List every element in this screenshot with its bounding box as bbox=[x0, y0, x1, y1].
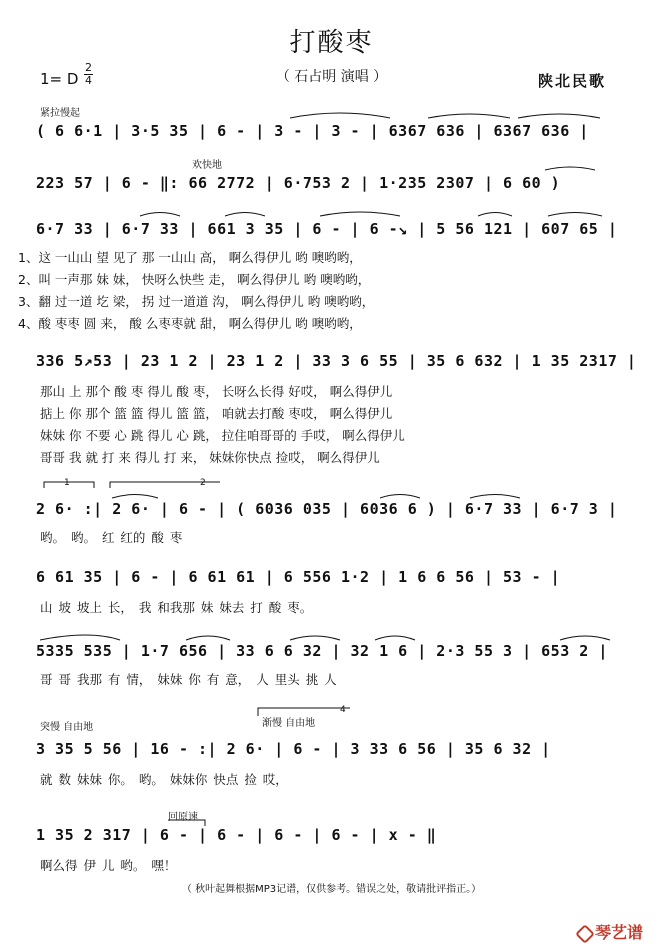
tempo-start: 紧拉慢起 bbox=[40, 108, 80, 119]
ending-4-bracket bbox=[258, 708, 350, 716]
staff-line-6: 6 61 35 | 6 - | 6 61 61 | 6 556 1·2 | 1 6 6 56 | 53 - | bbox=[36, 568, 561, 586]
footnote: （ 秋叶起舞根据MP3记谱，仅供参考。错误之处，敬请批评指正。） bbox=[181, 884, 482, 895]
lyric-line-6: 山 坡 坡上 长， 我 和我那 妹 妹去 打 酸 枣。 bbox=[40, 600, 313, 615]
verse-4-line2: 哥哥 我 就 打 来 得儿 打 来， 妹妹你快点 捡哎， 啊么得伊儿 bbox=[40, 450, 380, 465]
staff-line-7: 5335 535 | 1·7 656 | 33 6 6 32 | 32 1 6 | 2·3 55 3 | 653 2 | bbox=[36, 642, 608, 660]
logo-icon bbox=[575, 924, 595, 944]
lyric-line-9: 啊么得 伊 儿 哟。 嘿！ bbox=[40, 858, 177, 873]
tempo-return: 回原速 bbox=[168, 812, 198, 823]
volta-1-label: 1 bbox=[64, 478, 70, 488]
genre-label: 陕北民歌 bbox=[538, 72, 607, 90]
meter-bottom: 4 bbox=[85, 74, 92, 87]
lyric-line-8: 就 数 妹妹 你。 哟。 妹妹你 快点 捡 哎， bbox=[40, 772, 288, 787]
volta-2-label: 2 bbox=[200, 478, 206, 488]
verse-1-line2: 那山 上 那个 酸 枣 得儿 酸 枣， 长呀么长得 好哎， 啊么得伊儿 bbox=[40, 384, 393, 399]
tempo-slow-free: 突慢 自由地 bbox=[40, 722, 94, 733]
staff-line-3: 6·7 33 | 6·7 33 | 661 3 35 | 6 - | 6 -↘ | 5 56 121 | 607 65 | bbox=[36, 220, 618, 238]
key-signature: 1= D bbox=[40, 70, 79, 88]
verse-2-line2: 掂上 你 那个 篮 篮 得儿 篮 篮， 咱就去打酸 枣哎， 啊么得伊儿 bbox=[40, 406, 393, 421]
staff-line-4: 336 5↗53 | 23 1 2 | 23 1 2 | 33 3 6 55 | 35 6 632 | 1 35 2317 | bbox=[36, 352, 637, 370]
tempo-fast: 欢快地 bbox=[192, 160, 222, 171]
ending-4-label: 4 bbox=[340, 705, 346, 715]
site-logo bbox=[578, 920, 643, 943]
verse-4: 4、酸 枣枣 圆 来， 酸 么枣枣就 甜， 啊么得伊儿 哟 噢哟哟， bbox=[18, 316, 362, 331]
staff-line-2: 223 57 | 6 - ‖: 66 2772 | 6·753 2 | 1·235 2307 | 6 60 ) bbox=[36, 174, 561, 192]
verse-1: 1、这 一山山 望 见了 那 一山山 高， 啊么得伊儿 哟 噢哟哟， bbox=[18, 250, 362, 265]
verse-3-line2: 妹妹 你 不要 心 跳 得儿 心 跳， 拉住咱哥哥的 手哎， 啊么得伊儿 bbox=[40, 428, 405, 443]
logo-text: 琴艺谱 bbox=[595, 923, 644, 942]
verse-2: 2、叫 一声那 妹 妹， 快呀么快些 走， 啊么得伊儿 哟 噢哟哟， bbox=[18, 272, 371, 287]
staff-line-8: 3 35 5 56 | 16 - :| 2 6· | 6 - | 3 33 6 56 | 35 6 32 | bbox=[36, 740, 551, 758]
verse-3: 3、翻 过一道 圪 梁， 拐 过一道道 沟， 啊么得伊儿 哟 噢哟哟， bbox=[18, 294, 375, 309]
song-title: 打酸枣 bbox=[289, 28, 374, 58]
lyric-line-7: 哥 哥 我那 有 情， 妹妹 你 有 意， 人 里头 挑 人 bbox=[40, 672, 337, 687]
staff-line-9: 1 35 2 317 | 6 - | 6 - | 6 - | 6 - | x - ‖ bbox=[36, 826, 437, 844]
lyric-line-5: 哟。 哟。 红 红的 酸 枣 bbox=[40, 530, 183, 545]
meter-top: 2 bbox=[85, 61, 92, 74]
performer-credit: （ 石占明 演唱 ） bbox=[275, 69, 388, 85]
staff-line-5: 2 6· :| 2 6· | 6 - | ( 6036 035 | 6036 6 ) | 6·7 33 | 6·7 3 | bbox=[36, 500, 618, 518]
staff-line-1: ( 6 6·1 | 3·5 35 | 6 - | 3 - | 3 - | 6367 636 | 6367 636 | bbox=[36, 122, 589, 140]
tempo-gradual-free: 渐慢 自由地 bbox=[262, 718, 316, 729]
